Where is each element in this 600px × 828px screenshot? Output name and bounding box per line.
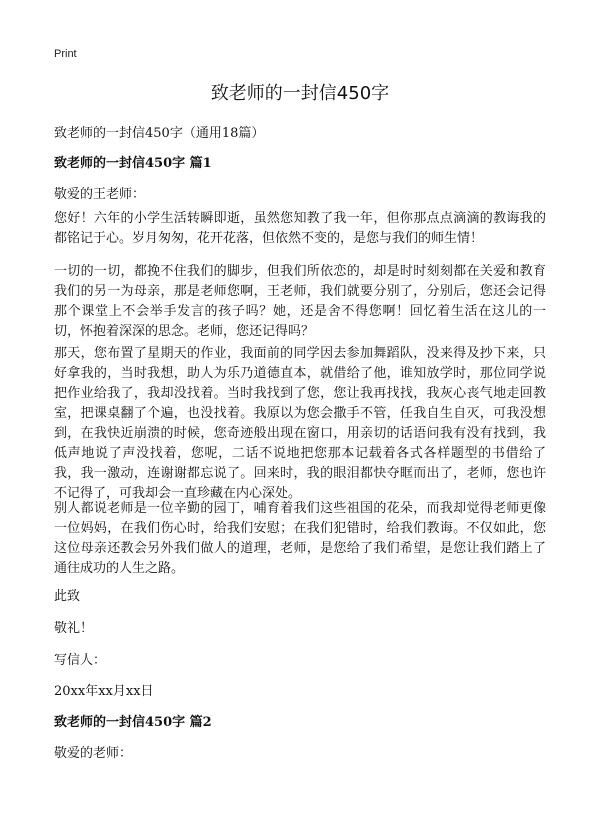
paragraph-3: 那天，您布置了星期天的作业，我面前的同学因去参加舞蹈队，没来得及抄下来，只好拿我的，当时我想，助人为乐乃道德直本，就借给了他，谁知放学时，那位同学说把作业给我了，我却没找着。当时我找到了您，您让我再找找，我灰心丧气地走回教室，把课桌翻了个遍，也没找着。我原以为您会撒手不管，任我自生自灭，可我没想到，在我快近崩溃的时候，您奇迹般出现在窗口，用亲切的话语问我有没有找到，我低声地说了声没找着，您呢，二话不说地把您那本记载着各式各样题型的书借给了我，我一激动，连谢谢都忘说了。回来时，我的眼泪都快夺眶而出了，老师，您也许不记得了，可我却会一直珍藏在内心深处。 xyxy=(54,346,546,501)
document-subtitle: 致老师的一封信450字（通用18篇） xyxy=(54,126,265,141)
letter-date: 20xx年xx月xx日 xyxy=(54,684,154,699)
closing-1: 此致 xyxy=(54,589,81,604)
signer-label: 写信人： xyxy=(54,653,107,668)
page-title: 致老师的一封信450字 xyxy=(210,83,390,104)
salutation-2: 敬爱的老师： xyxy=(54,746,133,761)
print-link[interactable]: Print xyxy=(54,48,77,60)
paragraph-1: 您好！六年的小学生活转瞬即逝，虽然您知教了我一年，但你那点点滴滴的教诲我的都铭记于心。岁月匆匆，花开花落，但依然不变的，是您与我们的师生情！ xyxy=(54,211,546,246)
section-heading-1: 致老师的一封信450字 篇1 xyxy=(54,156,212,171)
salutation-1: 敬爱的王老师： xyxy=(54,187,146,202)
closing-2: 敬礼！ xyxy=(54,621,94,636)
paragraph-4: 别人都说老师是一位辛勤的园丁，哺育着我们这些祖国的花朵，而我却觉得老师更像一位妈妈，在我们伤心时，给我们安慰；在我们犯错时，给我们教诲。不仅如此，您这位母亲还教会另外我们做人的道理，老师，是您给了我们希望，是您让我们踏上了通往成功的人生之路。 xyxy=(54,501,546,576)
paragraph-2: 一切的一切，都挽不住我们的脚步，但我们所依恋的，却是时时刻刻都在关爱和教育我们的另一为母亲，那是老师您啊，王老师，我们就要分别了，分别后，您还会记得那个课堂上不会举手发言的孩子吗？她，还是舍不得您啊！回忆着生活在这儿的一切，怀抱着深深的思念。老师，您还记得吗？ xyxy=(54,264,546,339)
section-heading-2: 致老师的一封信450字 篇2 xyxy=(54,715,212,730)
